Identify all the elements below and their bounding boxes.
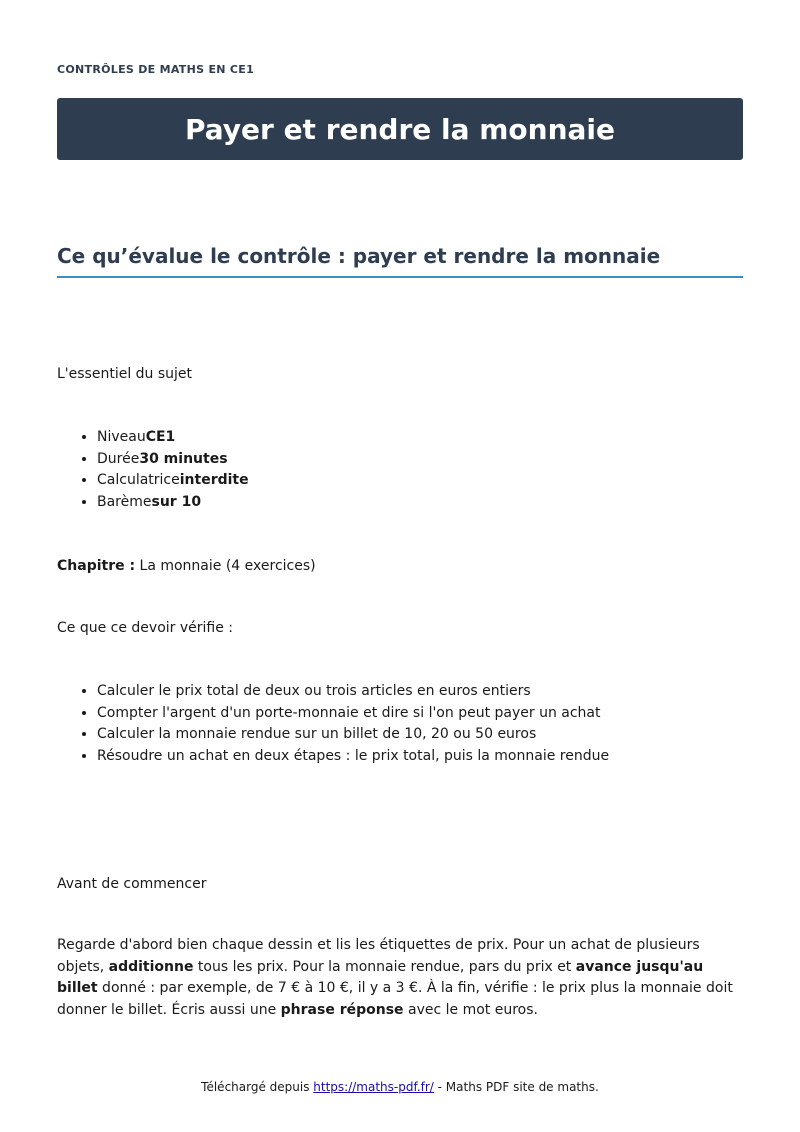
- essentials-heading: L'essentiel du sujet: [57, 366, 193, 382]
- footer-link[interactable]: https://maths-pdf.fr/: [313, 1080, 434, 1094]
- list-item: • Durée30 minutes: [97, 449, 249, 471]
- list-item: • Calculer la monnaie rendue sur un billet de 10, 20 ou 50 euros: [97, 724, 609, 746]
- checks-list: [57, 681, 609, 767]
- before-heading: Avant de commencer: [57, 876, 207, 892]
- essentials-list: [57, 427, 249, 513]
- list-item: • Calculer le prix total de deux ou trois articles en euros entiers: [97, 681, 609, 703]
- chapter-label: Chapitre :: [57, 558, 136, 574]
- before-paragraph: Regarde d'abord bien chaque dessin et lis les étiquettes de prix. Pour un achat de plusieurs objets, additionne tous les prix. Pour la monnaie rendue, pars du prix et avance jusqu'au billet donné : par exemple, de 7 € à 10 €, il y a 3 €. À la fin, vérifie : le prix plus la monnaie doit donner le billet. Écris aussi une phrase réponse avec le mot euros.: [57, 937, 733, 1018]
- chapter-value: La monnaie (4 exercices): [135, 558, 316, 574]
- chapter-line: [57, 556, 316, 578]
- document-kicker: CONTRÔLES DE MATHS EN CE1: [57, 63, 255, 76]
- section-title: Ce qu’évalue le contrôle : payer et rendre la monnaie: [57, 244, 743, 278]
- list-item: • Résoudre un achat en deux étapes : le prix total, puis la monnaie rendue: [97, 746, 609, 768]
- list-item: • Calculatriceinterdite: [97, 470, 249, 492]
- title-banner: [57, 98, 743, 160]
- checks-heading: Ce que ce devoir vérifie :: [57, 620, 234, 636]
- list-item: • Compter l'argent d'un porte-monnaie et dire si l'on peut payer un achat: [97, 703, 609, 725]
- list-item: • NiveauCE1: [97, 427, 249, 449]
- page-title: Payer et rendre la monnaie: [184, 112, 616, 146]
- list-item: • Barèmesur 10: [97, 492, 249, 514]
- page-footer: Téléchargé depuis https://maths-pdf.fr/ - Maths PDF site de maths.: [201, 1080, 599, 1094]
